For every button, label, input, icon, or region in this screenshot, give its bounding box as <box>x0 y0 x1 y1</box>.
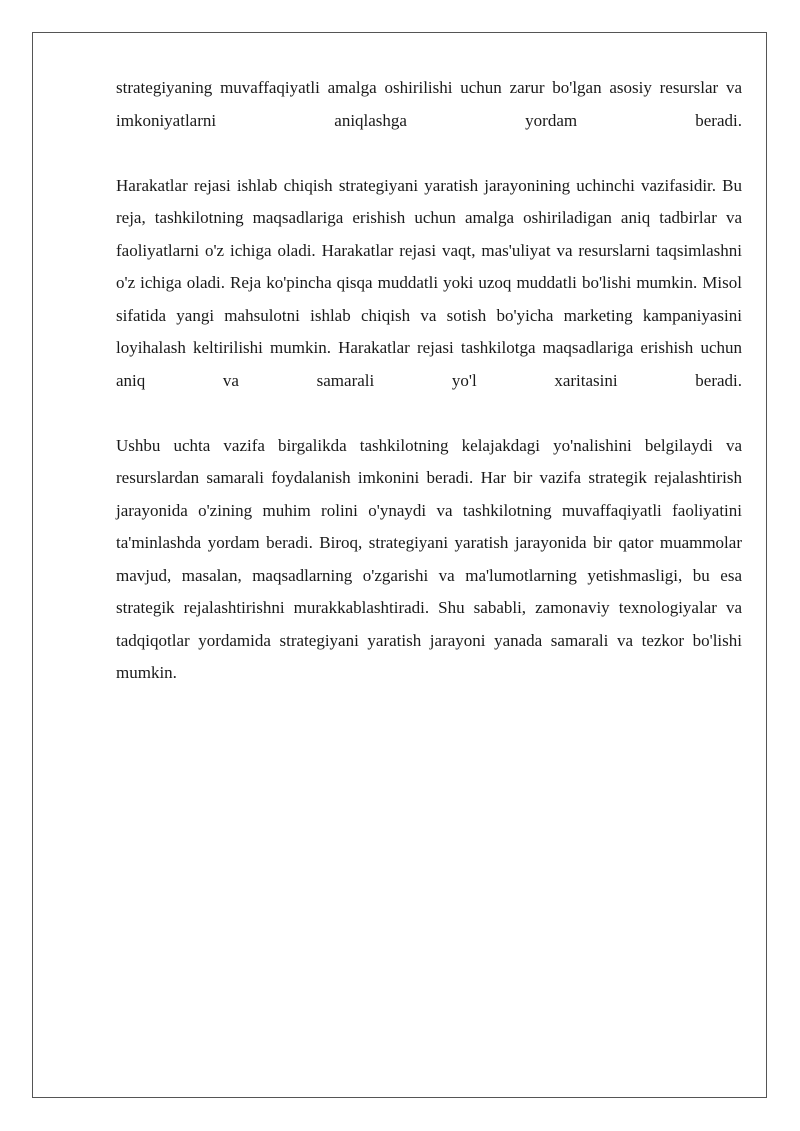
paragraph-action-plan: Harakatlar rejasi ishlab chiqish strategiyani yaratish jarayonining uchinchi vazifasidir. Bu reja, tashkilotning maqsadlariga erishish uchun amalga oshiriladigan aniq tadbirlar va faoliyatlarni o'z ichiga oladi. Harakatlar rejasi vaqt, mas'uliyat va resurslarni taqsimlashni o'z ichiga oladi. Reja ko'pincha qisqa muddatli yoki uzoq muddatli bo'lishi mumkin. Misol sifatida yangi mahsulotni ishlab chiqish va sotish bo'yicha marketing kampaniyasini loyihalash keltirilishi mumkin. Harakatlar rejasi tashkilotga maqsadlariga erishish uchun aniq va samarali yo'l xaritasini beradi. <box>116 175 742 390</box>
document-body <box>116 72 742 690</box>
paragraph-conclusion: Ushbu uchta vazifa birgalikda tashkilotning kelajakdagi yo'nalishini belgilaydi va resurslardan samarali foydalanish imkonini beradi. Har bir vazifa strategik rejalashtirish jarayonida o'zining muhim rolini o'ynaydi va tashkilotning muvaffaqiyatli faoliyatini ta'minlashda yordam beradi. Biroq, strategiyani yaratish jarayonida bir qator muammolar mavjud, masalan, maqsadlarning o'zgarishi va ma'lumotlarning yetishmasligi, bu esa strategik rejalashtirishni murakkablashtiradi. Shu sababli, zamonaviy texnologiyalar va tadqiqotlar yordamida strategiyani yaratish jarayoni yanada samarali va tezkor bo'lishi mumkin. <box>116 435 742 682</box>
paragraph-resources: strategiyaning muvaffaqiyatli amalga oshirilishi uchun zarur bo'lgan asosiy resurslar va imkoniyatlarni aniqlashga yordam beradi. <box>116 78 742 130</box>
